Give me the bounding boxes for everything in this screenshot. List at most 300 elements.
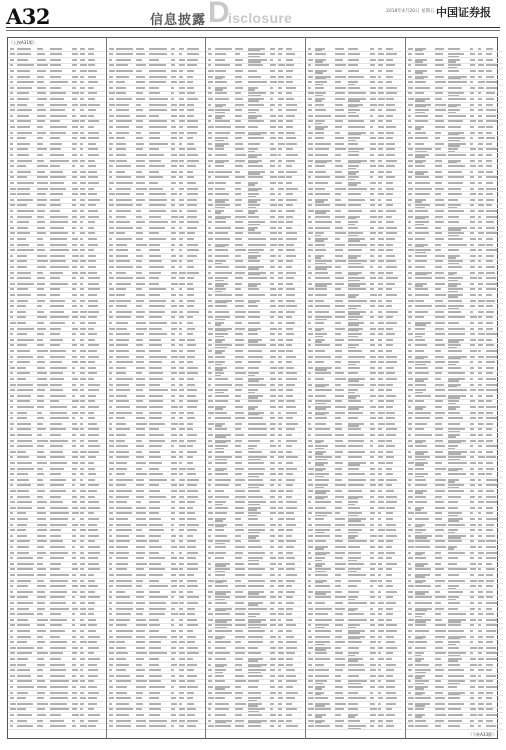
fine-print-cell bbox=[10, 288, 14, 290]
row-rule bbox=[306, 718, 403, 719]
fine-print-cell bbox=[80, 76, 85, 78]
row-rule bbox=[206, 214, 303, 215]
fine-print-cell bbox=[348, 372, 358, 374]
fine-print-cell bbox=[187, 188, 198, 190]
fine-print-cell bbox=[136, 428, 145, 430]
fine-print-cell bbox=[88, 417, 96, 419]
fine-print-cell bbox=[348, 574, 366, 576]
fine-print-cell bbox=[17, 703, 34, 705]
fine-print-cell bbox=[315, 204, 331, 206]
fine-print-cell bbox=[171, 624, 175, 626]
fine-print-cell bbox=[235, 333, 244, 335]
row-rule bbox=[206, 371, 303, 372]
fine-print-cell bbox=[415, 300, 424, 302]
fine-print-cell bbox=[315, 182, 329, 184]
fine-print-cell bbox=[470, 501, 474, 503]
fine-print-cell bbox=[486, 204, 493, 206]
fine-print-cell bbox=[171, 501, 175, 503]
fine-print-cell bbox=[386, 216, 393, 218]
fine-print-cell bbox=[278, 473, 284, 475]
fine-print-cell bbox=[88, 143, 97, 145]
fine-print-cell bbox=[448, 238, 464, 240]
fine-print-cell bbox=[308, 361, 313, 363]
fine-print-cell bbox=[80, 154, 84, 156]
fine-print-cell bbox=[171, 350, 177, 352]
fine-print-cell bbox=[208, 708, 211, 710]
fine-print-cell bbox=[17, 636, 32, 638]
fine-print-cell bbox=[408, 92, 412, 94]
row-rule bbox=[206, 68, 303, 69]
fine-print-cell bbox=[149, 238, 166, 240]
row-rule bbox=[8, 583, 105, 584]
row-rule bbox=[306, 315, 403, 316]
fine-print-cell bbox=[378, 59, 384, 61]
fine-print-cell bbox=[171, 244, 176, 246]
fine-print-cell bbox=[486, 406, 496, 408]
fine-print-cell bbox=[37, 367, 46, 369]
fine-print-cell bbox=[286, 574, 297, 576]
fine-print-cell bbox=[235, 468, 244, 470]
fine-print-cell bbox=[235, 445, 241, 447]
fine-print-cell bbox=[315, 708, 332, 710]
fine-print-cell bbox=[72, 445, 76, 447]
fine-print-cell bbox=[116, 389, 130, 391]
row-rule bbox=[206, 85, 303, 86]
fine-print-cell bbox=[72, 568, 78, 570]
fine-print-cell bbox=[370, 613, 376, 615]
fine-print-cell bbox=[80, 552, 84, 554]
fine-print-cell bbox=[187, 725, 197, 727]
fine-print-cell bbox=[315, 109, 326, 111]
fine-print-cell bbox=[478, 540, 485, 542]
fine-print-cell bbox=[278, 277, 283, 279]
row-rule bbox=[107, 147, 204, 148]
row-rule bbox=[406, 578, 503, 579]
row-rule bbox=[107, 578, 204, 579]
fine-print-cell bbox=[17, 367, 27, 369]
fine-print-cell bbox=[179, 227, 183, 229]
fine-print-cell bbox=[235, 120, 241, 122]
fine-print-cell bbox=[378, 417, 384, 419]
row-rule bbox=[107, 527, 204, 528]
fine-print-cell bbox=[109, 540, 115, 542]
fine-print-cell bbox=[37, 378, 47, 380]
fine-print-cell bbox=[208, 552, 214, 554]
fine-print-cell bbox=[136, 389, 144, 391]
fine-print-cell bbox=[348, 456, 362, 458]
fine-print-cell bbox=[386, 484, 393, 486]
row-rule bbox=[206, 63, 303, 64]
fine-print-cell bbox=[486, 322, 493, 324]
row-rule bbox=[306, 231, 403, 232]
fine-print-cell bbox=[187, 557, 197, 559]
fine-print-cell bbox=[136, 76, 145, 78]
fine-print-cell bbox=[370, 221, 376, 223]
row-rule bbox=[107, 259, 204, 260]
fine-print-cell bbox=[235, 249, 246, 251]
fine-print-cell bbox=[88, 350, 97, 352]
fine-print-cell bbox=[136, 680, 148, 682]
fine-print-cell bbox=[486, 64, 497, 66]
fine-print-cell bbox=[208, 356, 214, 358]
fine-print-cell bbox=[335, 675, 342, 677]
fine-print-cell bbox=[215, 249, 229, 251]
fine-print-cell bbox=[235, 451, 243, 453]
fine-print-cell bbox=[335, 703, 346, 705]
fine-print-cell bbox=[335, 484, 347, 486]
fine-print-cell bbox=[486, 70, 493, 72]
fine-print-cell bbox=[386, 400, 394, 402]
fine-print-cell bbox=[270, 367, 277, 369]
fine-print-cell bbox=[278, 412, 282, 414]
fine-print-cell bbox=[50, 518, 69, 520]
fine-print-cell bbox=[17, 451, 26, 453]
fine-print-cell bbox=[149, 624, 161, 626]
fine-print-cell bbox=[308, 563, 312, 565]
row-rule bbox=[206, 505, 303, 506]
fine-print-cell bbox=[278, 417, 283, 419]
fine-print-cell bbox=[187, 574, 194, 576]
header-rule bbox=[6, 27, 500, 28]
row-rule bbox=[406, 270, 503, 271]
fine-print-cell bbox=[187, 720, 198, 722]
fine-print-cell bbox=[248, 70, 258, 72]
fine-print-cell bbox=[235, 692, 243, 694]
fine-print-cell bbox=[286, 333, 294, 335]
fine-print-cell bbox=[10, 473, 14, 475]
fine-print-cell bbox=[136, 367, 146, 369]
fine-print-cell bbox=[248, 546, 262, 548]
fine-print-cell bbox=[308, 630, 311, 632]
fine-print-cell bbox=[408, 64, 411, 66]
fine-print-cell bbox=[149, 92, 161, 94]
fine-print-cell bbox=[10, 356, 14, 358]
fine-print-cell bbox=[80, 165, 84, 167]
fine-print-cell bbox=[179, 154, 185, 156]
fine-print-cell bbox=[286, 619, 293, 621]
fine-print-cell bbox=[72, 367, 76, 369]
fine-print-cell bbox=[286, 428, 296, 430]
fine-print-cell bbox=[278, 529, 284, 531]
fine-print-cell bbox=[486, 87, 498, 89]
row-rule bbox=[107, 427, 204, 428]
fine-print-cell bbox=[235, 277, 244, 279]
fine-print-cell bbox=[478, 412, 484, 414]
fine-print-cell bbox=[179, 669, 185, 671]
fine-print-cell bbox=[378, 591, 382, 593]
fine-print-cell bbox=[386, 244, 394, 246]
fine-print-cell bbox=[116, 126, 130, 128]
fine-print-cell bbox=[308, 462, 312, 464]
fine-print-cell bbox=[179, 171, 183, 173]
row-rule bbox=[406, 455, 503, 456]
fine-print-cell bbox=[109, 636, 113, 638]
fine-print-cell bbox=[478, 350, 482, 352]
fine-print-cell bbox=[386, 462, 394, 464]
row-rule bbox=[8, 623, 105, 624]
fine-print-cell bbox=[278, 59, 282, 61]
fine-print-cell bbox=[335, 372, 344, 374]
fine-print-cell bbox=[486, 529, 494, 531]
fine-print-cell bbox=[72, 686, 77, 688]
fine-print-cell bbox=[486, 367, 494, 369]
fine-print-cell bbox=[278, 137, 283, 139]
fine-print-cell bbox=[17, 154, 30, 156]
fine-print-cell bbox=[378, 496, 385, 498]
row-rule bbox=[107, 57, 204, 58]
fine-print-cell bbox=[478, 216, 482, 218]
fine-print-cell bbox=[248, 630, 266, 632]
fine-print-cell bbox=[136, 48, 145, 50]
fine-print-cell bbox=[370, 580, 377, 582]
fine-print-cell bbox=[370, 260, 375, 262]
fine-print-cell bbox=[80, 456, 86, 458]
fine-print-cell bbox=[37, 568, 47, 570]
row-rule bbox=[406, 343, 503, 344]
fine-print-cell bbox=[348, 664, 365, 666]
fine-print-cell bbox=[88, 524, 98, 526]
fine-print-cell bbox=[149, 87, 160, 89]
fine-print-cell bbox=[179, 199, 184, 201]
fine-print-cell bbox=[109, 70, 115, 72]
row-rule bbox=[107, 432, 204, 433]
row-rule bbox=[107, 119, 204, 120]
fine-print-cell bbox=[315, 188, 325, 190]
fine-print-cell bbox=[37, 512, 47, 514]
fine-print-cell bbox=[10, 216, 14, 218]
fine-print-cell bbox=[286, 468, 297, 470]
fine-print-cell bbox=[80, 361, 86, 363]
fine-print-cell bbox=[386, 440, 393, 442]
fine-print-cell bbox=[248, 104, 265, 106]
fine-print-cell bbox=[171, 451, 176, 453]
fine-print-cell bbox=[270, 720, 276, 722]
fine-print-cell bbox=[278, 641, 284, 643]
row-rule bbox=[8, 544, 105, 545]
fine-print-cell bbox=[370, 53, 375, 55]
fine-print-cell bbox=[486, 333, 497, 335]
fine-print-cell bbox=[408, 238, 413, 240]
row-rule bbox=[306, 572, 403, 573]
fine-print-cell bbox=[109, 697, 115, 699]
fine-print-cell bbox=[171, 98, 175, 100]
fine-print-cell bbox=[408, 490, 413, 492]
row-rule bbox=[107, 141, 204, 142]
fine-print-cell bbox=[378, 400, 385, 402]
fine-print-cell bbox=[286, 176, 293, 178]
fine-print-cell bbox=[286, 154, 298, 156]
fine-print-cell bbox=[187, 81, 194, 83]
fine-print-cell bbox=[208, 87, 212, 89]
fine-print-cell bbox=[378, 154, 385, 156]
fine-print-cell bbox=[187, 126, 199, 128]
fine-print-cell bbox=[378, 232, 384, 234]
fine-print-cell bbox=[208, 697, 214, 699]
fine-print-cell bbox=[72, 266, 78, 268]
fine-print-cell bbox=[187, 232, 196, 234]
fine-print-cell bbox=[10, 697, 14, 699]
fine-print-cell bbox=[179, 529, 185, 531]
fine-print-cell bbox=[408, 372, 412, 374]
fine-print-cell bbox=[17, 692, 28, 694]
fine-print-cell bbox=[378, 372, 385, 374]
row-rule bbox=[206, 135, 303, 136]
fine-print-cell bbox=[50, 434, 61, 436]
fine-print-cell bbox=[378, 580, 383, 582]
fine-print-cell bbox=[116, 87, 126, 89]
fine-print-cell bbox=[80, 216, 85, 218]
fine-print-cell bbox=[17, 647, 34, 649]
fine-print-cell bbox=[10, 171, 13, 173]
fine-print-cell bbox=[37, 692, 45, 694]
row-rule bbox=[107, 410, 204, 411]
fine-print-cell bbox=[270, 137, 276, 139]
fine-print-cell bbox=[149, 300, 166, 302]
fine-print-cell bbox=[478, 462, 484, 464]
fine-print-cell bbox=[348, 412, 363, 414]
fine-print-cell bbox=[378, 557, 384, 559]
row-rule bbox=[8, 147, 105, 148]
row-rule bbox=[306, 303, 403, 304]
fine-print-cell bbox=[136, 568, 144, 570]
fine-print-cell bbox=[10, 445, 14, 447]
fine-print-cell bbox=[80, 137, 87, 139]
fine-print-cell bbox=[278, 356, 283, 358]
fine-print-cell bbox=[187, 87, 195, 89]
fine-print-cell bbox=[408, 160, 414, 162]
row-rule bbox=[406, 236, 503, 237]
fine-print-cell bbox=[378, 406, 385, 408]
fine-print-cell bbox=[235, 378, 244, 380]
fine-print-cell bbox=[208, 462, 213, 464]
fine-print-cell bbox=[278, 148, 283, 150]
row-rule bbox=[206, 303, 303, 304]
fine-print-cell bbox=[179, 221, 185, 223]
fine-print-cell bbox=[88, 76, 97, 78]
fine-print-cell bbox=[308, 76, 313, 78]
fine-print-cell bbox=[370, 686, 376, 688]
row-rule bbox=[107, 163, 204, 164]
fine-print-cell bbox=[10, 680, 14, 682]
fine-print-cell bbox=[370, 193, 375, 195]
fine-print-cell bbox=[248, 221, 266, 223]
fine-print-cell bbox=[415, 367, 428, 369]
fine-print-cell bbox=[72, 468, 77, 470]
row-rule bbox=[406, 119, 503, 120]
fine-print-cell bbox=[136, 608, 145, 610]
fine-print-cell bbox=[308, 619, 313, 621]
fine-print-cell bbox=[179, 311, 184, 313]
fine-print-cell bbox=[386, 333, 396, 335]
row-rule bbox=[406, 68, 503, 69]
fine-print-cell bbox=[208, 456, 212, 458]
fine-print-cell bbox=[136, 507, 146, 509]
fine-print-cell bbox=[370, 468, 375, 470]
row-rule bbox=[206, 348, 303, 349]
row-rule bbox=[8, 51, 105, 52]
fine-print-cell bbox=[478, 400, 484, 402]
fine-print-cell bbox=[187, 456, 193, 458]
fine-print-cell bbox=[10, 591, 14, 593]
header-rule-thin bbox=[6, 30, 500, 31]
fine-print-cell bbox=[378, 669, 382, 671]
row-rule bbox=[107, 494, 204, 495]
fine-print-cell bbox=[308, 272, 312, 274]
fine-print-cell bbox=[408, 456, 412, 458]
fine-print-cell bbox=[88, 400, 96, 402]
fine-print-cell bbox=[308, 378, 312, 380]
row-rule bbox=[8, 359, 105, 360]
fine-print-cell bbox=[116, 529, 132, 531]
fine-print-cell bbox=[80, 563, 85, 565]
row-rule bbox=[8, 287, 105, 288]
fine-print-cell bbox=[248, 294, 265, 296]
fine-print-cell bbox=[415, 344, 427, 346]
fine-print-cell bbox=[370, 596, 376, 598]
row-rule bbox=[306, 533, 403, 534]
fine-print-cell bbox=[248, 697, 262, 699]
fine-print-cell bbox=[88, 580, 95, 582]
fine-print-cell bbox=[348, 165, 360, 167]
fine-print-cell bbox=[478, 574, 485, 576]
row-rule bbox=[306, 550, 403, 551]
fine-print-cell bbox=[187, 540, 196, 542]
fine-print-cell bbox=[109, 658, 114, 660]
fine-print-cell bbox=[116, 238, 132, 240]
row-rule bbox=[107, 275, 204, 276]
fine-print-cell bbox=[136, 115, 146, 117]
fine-print-cell bbox=[286, 725, 299, 727]
fine-print-cell bbox=[80, 64, 87, 66]
fine-print-cell bbox=[10, 647, 16, 649]
fine-print-cell bbox=[149, 232, 160, 234]
fine-print-cell bbox=[179, 350, 183, 352]
fine-print-cell bbox=[37, 109, 47, 111]
fine-print-cell bbox=[17, 652, 33, 654]
fine-print-cell bbox=[408, 417, 412, 419]
row-rule bbox=[8, 158, 105, 159]
fine-print-cell bbox=[470, 199, 475, 201]
fine-print-cell bbox=[286, 596, 293, 598]
fine-print-cell bbox=[386, 669, 394, 671]
row-rule bbox=[306, 404, 403, 405]
fine-print-cell bbox=[10, 59, 15, 61]
fine-print-cell bbox=[270, 468, 276, 470]
fine-print-cell bbox=[80, 277, 85, 279]
fine-print-cell bbox=[335, 344, 342, 346]
fine-print-cell bbox=[179, 333, 183, 335]
fine-print-cell bbox=[136, 417, 146, 419]
fine-print-cell bbox=[208, 624, 212, 626]
fine-print-cell bbox=[370, 630, 376, 632]
row-rule bbox=[206, 399, 303, 400]
row-rule bbox=[406, 483, 503, 484]
fine-print-cell bbox=[378, 316, 383, 318]
row-rule bbox=[206, 96, 303, 97]
fine-print-cell bbox=[286, 165, 293, 167]
fine-print-cell bbox=[286, 708, 298, 710]
fine-print-cell bbox=[10, 132, 14, 134]
fine-print-cell bbox=[88, 680, 95, 682]
row-rule bbox=[8, 404, 105, 405]
fine-print-cell bbox=[470, 563, 476, 565]
fine-print-cell bbox=[286, 350, 293, 352]
fine-print-cell bbox=[278, 725, 282, 727]
fine-print-cell bbox=[72, 333, 77, 335]
fine-print-cell bbox=[235, 255, 242, 257]
fine-print-cell bbox=[386, 692, 396, 694]
fine-print-cell bbox=[278, 580, 284, 582]
